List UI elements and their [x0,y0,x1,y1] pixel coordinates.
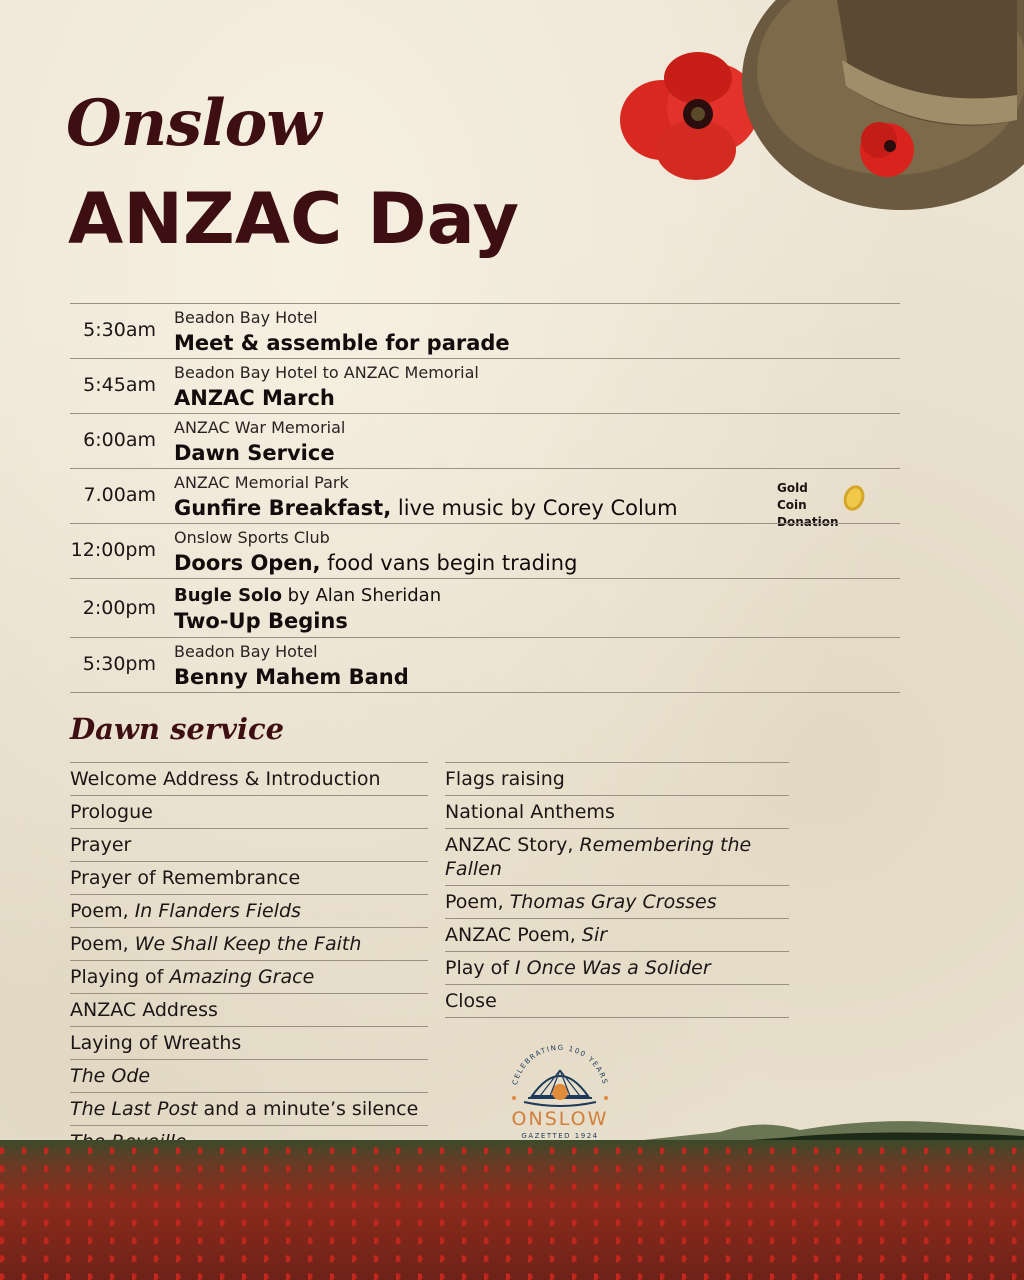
item-title: Amazing Grace [169,966,315,988]
poppy-field [0,1140,1024,1280]
item-text: Prayer [70,834,132,856]
item-title: The Ode [70,1065,151,1087]
logo-arc-text: CELEBRATING 100 YEARS [510,1043,610,1086]
item-text: ANZAC Poem, [445,924,582,946]
event-title: Dawn Service [174,441,335,465]
donation-note-line: Donation [777,515,839,529]
item-text: Playing of [70,966,170,988]
list-item [70,994,428,1027]
list-item [445,952,789,985]
item-text: Prologue [70,801,153,823]
list-item [445,886,789,919]
list-item [445,919,789,952]
event-title: Benny Mahem Band [174,665,409,689]
item-title: We Shall Keep the Faith [134,933,362,955]
schedule-time: 5:30am [83,319,156,341]
list-item [70,762,428,796]
item-title: In Flanders Fields [134,900,301,922]
script-title: Onslow [66,86,321,161]
donation-note-line: Gold Coin [777,481,808,512]
dawn-service-list-right [445,762,789,1018]
location-title: Bugle Solo [174,585,282,606]
list-item [445,762,789,796]
item-text: ANZAC Story, [445,834,580,856]
item-text: Prayer of Remembrance [70,867,301,889]
schedule-event [174,551,577,575]
schedule-time: 2:00pm [82,597,156,619]
page-title: ANZAC Day [68,178,520,260]
sunrise-shell-icon [502,1036,618,1110]
schedule-event [174,331,510,355]
item-text: Play of [445,957,516,979]
schedule-row [70,523,900,578]
location-detail: by Alan Sheridan [281,585,442,606]
dawn-service-heading: Dawn service [70,712,285,746]
item-text: Laying of Wreaths [70,1032,242,1054]
item-title: I Once Was a Solider [515,957,711,979]
list-item [445,985,789,1018]
item-text: Welcome Address & Introduction [70,768,381,790]
schedule-time: 5:30pm [82,653,156,675]
onslow-logo [502,1036,618,1148]
schedule-time: 12:00pm [70,539,156,561]
event-title: Gunfire Breakfast, [174,496,392,520]
list-item [70,895,428,928]
event-title: Doors Open, [174,551,321,575]
schedule-row [70,413,900,468]
schedule-event [174,665,409,689]
list-item [70,1060,428,1093]
item-title: Thomas Gray Crosses [509,891,717,913]
logo-subtitle: GAZETTED 1924 [521,1132,599,1140]
item-text: Poem, [70,933,135,955]
item-title: The Last Post [70,1098,198,1120]
schedule-event [174,441,335,465]
schedule-row [70,637,900,693]
item-text-after: and a minute’s silence [197,1098,419,1120]
schedule-row [70,578,900,637]
schedule-table [70,303,900,693]
item-text: National Anthems [445,801,615,823]
item-text: Close [445,990,497,1012]
schedule-row [70,303,900,358]
list-item [70,796,428,829]
slouch-hat-icon [742,0,1024,216]
list-item [70,1027,428,1060]
schedule-event [174,609,348,633]
item-text: ANZAC Address [70,999,218,1021]
schedule-location: Beadon Bay Hotel to ANZAC Memorial [174,363,479,382]
item-text: Poem, [70,900,135,922]
schedule-location [174,585,441,606]
schedule-location: Beadon Bay Hotel [174,308,318,327]
list-item [445,796,789,829]
list-item [70,862,428,895]
schedule-row [70,468,900,529]
schedule-location: ANZAC Memorial Park [174,473,349,492]
schedule-event [174,496,678,520]
item-text: Flags raising [445,768,565,790]
item-title: Remembering the Fallen [445,834,752,880]
schedule-row [70,358,900,413]
event-title: Two-Up Begins [174,609,348,633]
schedule-location: ANZAC War Memorial [174,418,346,437]
list-item [70,928,428,961]
svg-text:CELEBRATING 100 YEARS [511,1044,609,1086]
event-title: Meet & assemble for parade [174,331,510,355]
item-text: Poem, [445,891,510,913]
schedule-location: Beadon Bay Hotel [174,642,318,661]
gold-coin-icon [842,484,866,512]
schedule-time: 5:45am [83,374,156,396]
item-title: Sir [581,924,608,946]
list-item [70,829,428,862]
dawn-service-list-left [70,762,428,1159]
schedule-location: Onslow Sports Club [174,528,330,547]
event-title: ANZAC March [174,386,335,410]
list-item [70,961,428,994]
logo-name: ONSLOW [511,1108,609,1130]
event-detail: live music by Corey Colum [391,496,678,520]
event-detail: food vans begin trading [320,551,578,575]
list-item [445,829,789,886]
schedule-time: 7.00am [83,484,156,506]
schedule-time: 6:00am [83,429,156,451]
schedule-event [174,386,335,410]
